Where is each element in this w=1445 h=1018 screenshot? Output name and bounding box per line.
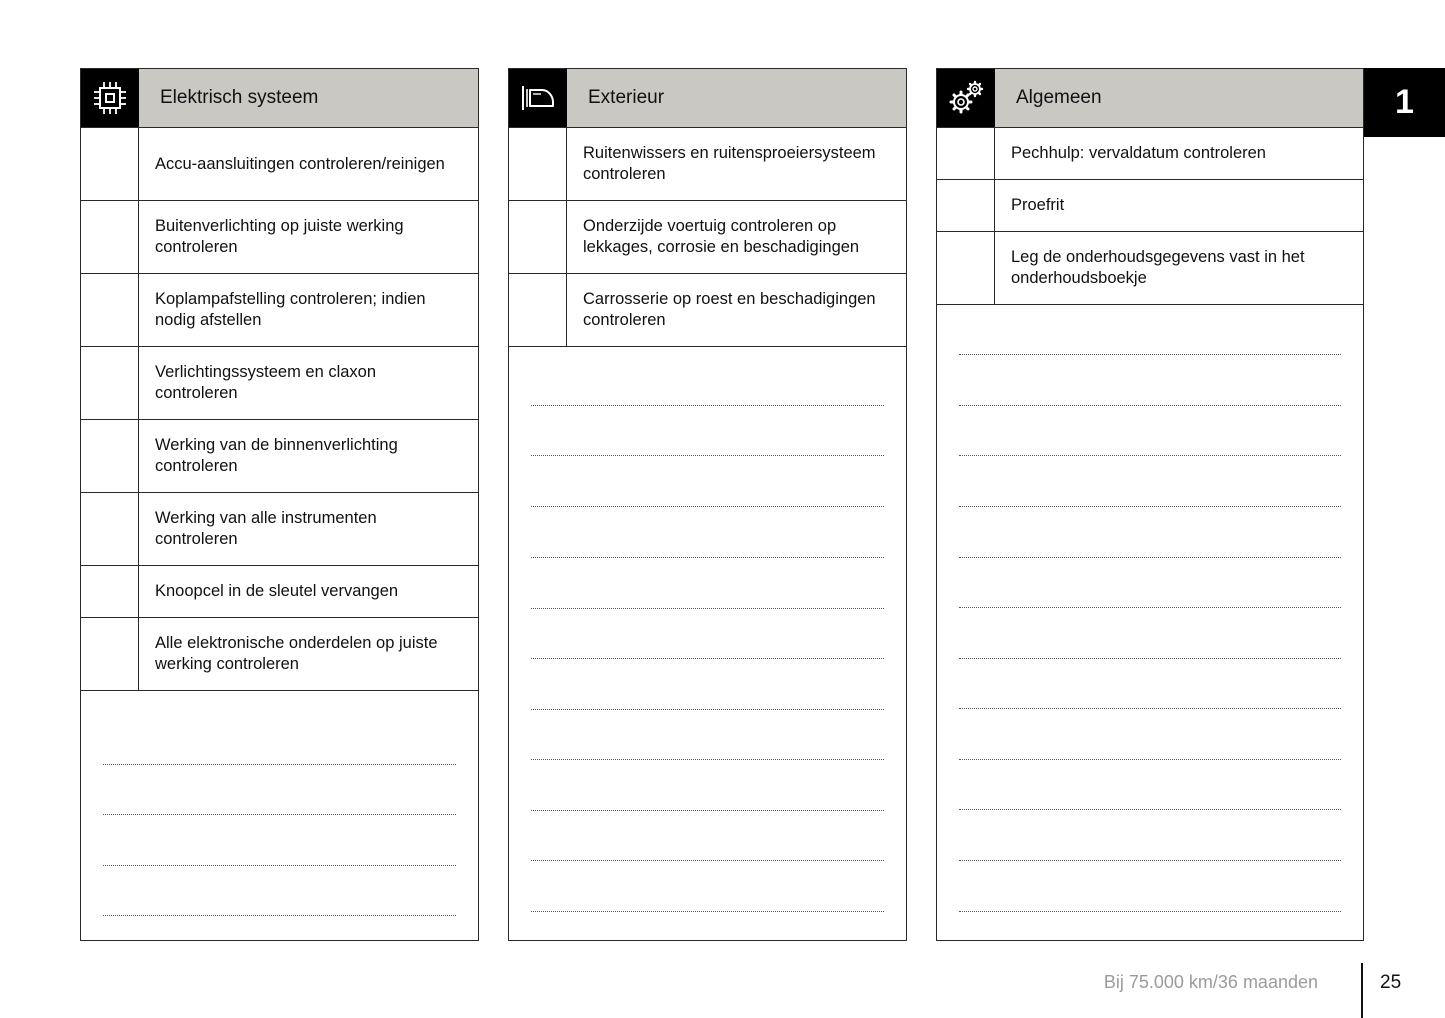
checkbox-cell[interactable] [937,232,995,304]
checklist-row [509,128,906,201]
note-line [103,764,456,765]
checklist-item-text: Knoopcel in de sleutel vervangen [155,582,399,600]
checklist-row [509,274,906,347]
checklist-row [81,201,478,274]
checklist-item-text: Onderzijde voertuig controleren op lekkages, corrosie en beschadigingen [583,217,860,256]
checklist-item-text: Buitenverlichting op juiste werking controleren [155,217,404,256]
checklist-row [81,128,478,201]
note-line [103,814,456,815]
note-line [531,557,884,558]
note-line [959,911,1341,912]
checklist-row [937,128,1363,180]
section-title: Algemeen [995,69,1363,127]
checklist-row [81,347,478,420]
panel-header [509,69,906,128]
checklist-item-text: Pechhulp: vervaldatum controleren [1011,144,1266,162]
checklist-row [81,274,478,347]
checklist-row [81,420,478,493]
note-line [531,860,884,861]
checklist-row [937,232,1363,305]
gears-icon [937,69,995,127]
note-line [531,455,884,456]
note-line [959,607,1341,608]
checkbox-cell[interactable] [81,493,139,565]
checklist-item-text: Werking van de binnenverlichting controleren [155,436,398,475]
panel-header [81,69,478,128]
note-line [959,557,1341,558]
note-line [959,809,1341,810]
checklist-item-text: Verlichtingssysteem en claxon controleren [155,363,377,402]
checkbox-cell[interactable] [81,347,139,419]
note-line [959,354,1341,355]
checklist-item-text: Proefrit [1011,196,1065,214]
note-line [531,608,884,609]
checkbox-cell[interactable] [937,180,995,231]
car-mirror-icon [509,69,567,127]
note-line [959,405,1341,406]
note-line [959,455,1341,456]
checklist-panel-electrical [80,68,479,941]
checklist-row [937,180,1363,232]
panel-header [937,69,1363,128]
checklist-item-text: Carrosserie op roest en beschadigingen controleren [583,290,876,329]
checklist-item-text: Leg de onderhoudsgegevens vast in het onderhoudsboekje [1011,248,1305,287]
note-line [959,658,1341,659]
note-line [531,911,884,912]
note-line [531,506,884,507]
checkbox-cell[interactable] [81,566,139,617]
checklist-row [81,566,478,618]
note-line [959,860,1341,861]
note-line [531,709,884,710]
checkbox-cell[interactable] [81,128,139,200]
checkbox-cell[interactable] [937,128,995,179]
checklist-row [81,493,478,566]
checklist-item-text: Koplampafstelling controleren; indien nodig afstellen [155,290,426,329]
section-title: Exterieur [567,69,906,127]
note-line [103,865,456,866]
checklist-row [81,618,478,691]
checkbox-cell[interactable] [81,618,139,690]
note-line [103,915,456,916]
footer-divider [1361,963,1363,1018]
note-line [531,658,884,659]
page-number: 25 [1380,972,1402,993]
footer-caption: Bij 75.000 km/36 maanden [1103,972,1318,992]
section-title: Elektrisch systeem [139,69,478,127]
checkbox-cell[interactable] [509,201,567,273]
checklist-item-text: Alle elektronische onderdelen op juiste werking controleren [155,634,438,673]
checkbox-cell[interactable] [509,274,567,346]
note-line [531,405,884,406]
checklist-item-text: Werking van alle instrumenten controleren [155,509,377,548]
chip-icon [81,69,139,127]
checkbox-cell[interactable] [81,274,139,346]
checkbox-cell[interactable] [509,128,567,200]
note-line [531,810,884,811]
checklist-row [509,201,906,274]
checkbox-cell[interactable] [81,201,139,273]
note-line [959,708,1341,709]
checkbox-cell[interactable] [81,420,139,492]
checklist-panel-general [936,68,1364,941]
note-line [531,759,884,760]
checklist-item-text: Accu-aansluitingen controleren/reinigen [155,154,445,173]
chapter-tab: 1 [1364,68,1445,137]
checklist-panel-exterior [508,68,907,941]
note-line [959,759,1341,760]
checklist-item-text: Ruitenwissers en ruitensproeiersysteem controleren [583,144,876,183]
note-line [959,506,1341,507]
